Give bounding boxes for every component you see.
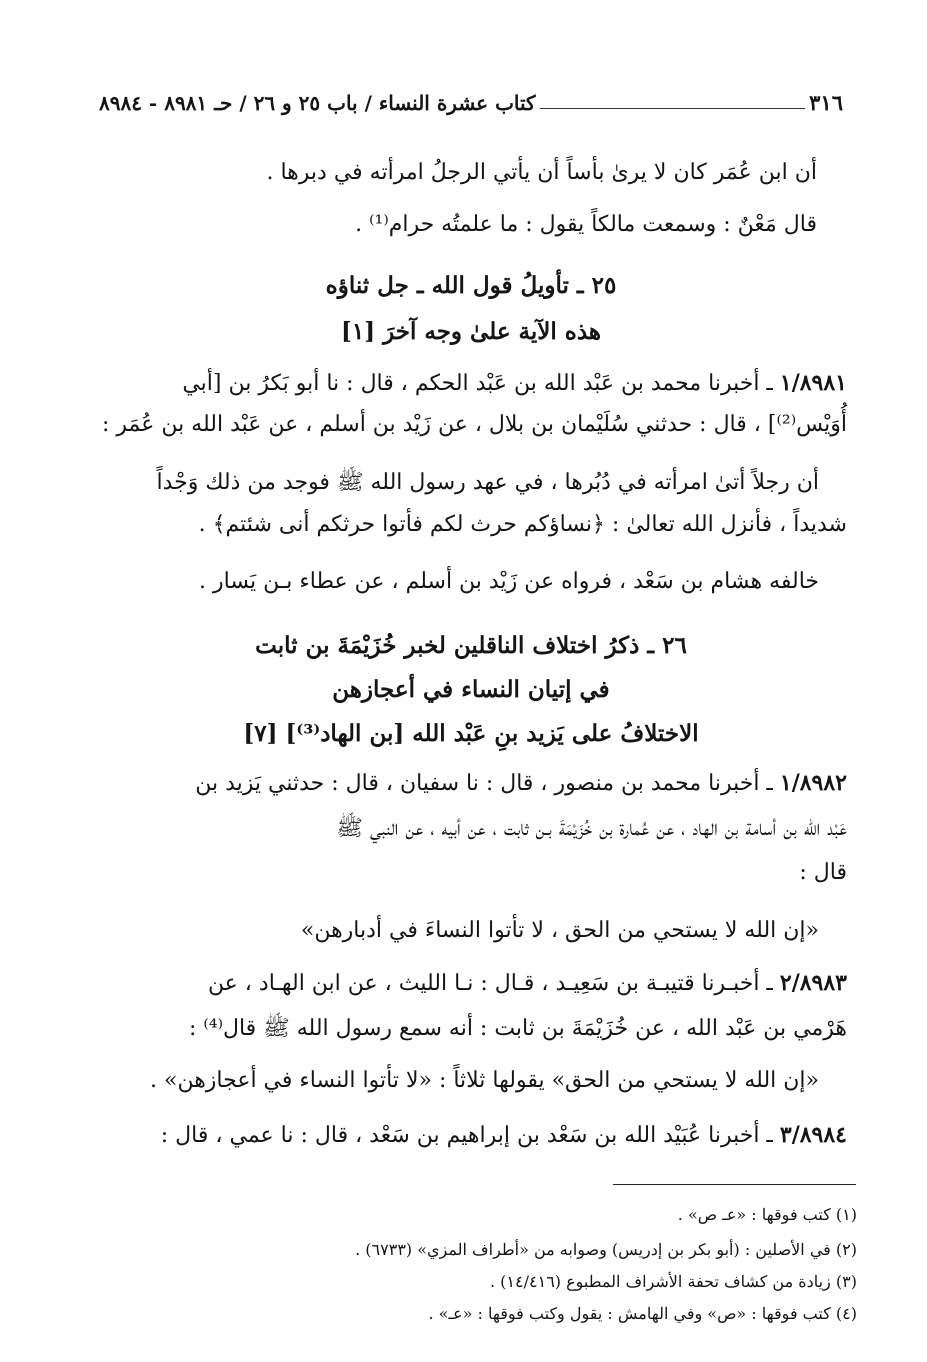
footnote-1: (١) كتب فوقها : «عـ ص» . [677, 1205, 857, 1224]
footnote-4: (٤) كتب فوقها : «ص» وفي الهامش : يقول وكتب فوقها : «عـ» . [428, 1304, 857, 1323]
text-line: عَبْد الله بن أسامة بن الهاد ، عن عُمارة بن خُزَيْمَةَ بـن ثابت ، عن أبيه ، عن النبي ﷺ [336, 816, 847, 841]
hadith-number: ١/٨٩٨٢ [779, 770, 847, 796]
text-line: شديداً ، فأنزل الله تعالىٰ : ﴿نساؤكم حرث لكم فأتوا حرثكم أنى شئتم﴾ . [198, 512, 847, 537]
hadith-number: ٣/٨٩٨٤ [779, 1122, 847, 1148]
text-line: «إن الله لا يستحي من الحق ، لا تأتوا النساءَ في أدبارهن» [300, 918, 819, 943]
text-line: قال : [799, 860, 847, 885]
text-line: أُوَيْس⁽²⁾] ، قال : حدثني سُلَيْمان بن بلال ، عن زَيْد بن أسلم ، عن عَبْد الله بن عُمَر : [101, 412, 847, 437]
text-line: هَرْمي بن عَبْد الله ، عن خُزَيْمَةَ بن ثابت : أنه سمع رسول الله ﷺ قال⁽⁴⁾ : [188, 1016, 847, 1041]
text-line: «إن الله لا يستحي من الحق» يقولها ثلاثاً : «لا تأتوا النساء في أعجازهن» . [150, 1068, 819, 1093]
hadith-text: ـ أخبـرنا قتيبـة بن سَعِيـد ، قـال : نـا الليث ، عن ابن الهـاد ، عن [207, 971, 780, 996]
hadith-8982-line1 [195, 766, 847, 801]
text-line: قال مَعْنٌ : وسمعت مالكاً يقول : ما علمتُه حرام⁽¹⁾ . [355, 212, 817, 237]
hadith-number: ١/٨٩٨١ [779, 370, 847, 396]
text-line: أن رجلاً أتىٰ امرأته في دُبُرها ، في عهد رسول الله ﷺ فوجد من ذلك وَجْداً [156, 470, 819, 495]
hadith-text: ـ أخبرنا محمد بن منصور ، قال : نا سفيان ، قال : حدثني يَزيد بن [195, 771, 780, 796]
page-number: ٣١٦ [805, 86, 847, 120]
hadith-text: ـ أخبرنا محمد بن عَبْد الله بن عَبْد الحكم ، قال : نا أبو بَكرُ بن [أبي [182, 371, 780, 396]
footnote-2: (٢) في الأصلين : (أبو بكر بن إدريس) وصوابه من «أطراف المزي» (٦٧٣٣) . [355, 1240, 857, 1259]
section-subheading-26b: الاختلافُ على يَزيد بنِ عَبْد الله [بن الهاد⁽³⁾] [٧] [243, 720, 699, 747]
hadith-8984-line1 [161, 1118, 847, 1153]
text-line: أن ابن عُمَر كان لا يرىٰ بأساً أن يأتي الرجلُ امرأته في دبرها . [266, 160, 817, 185]
hadith-number: ٢/٨٩٨٣ [779, 970, 847, 996]
section-heading-25: ٢٥ ـ تأويلُ قول الله ـ جل ثناؤه [325, 272, 617, 299]
section-heading-26: ٢٦ ـ ذكرُ اختلاف الناقلين لخبر خُزَيْمَةَ بن ثابت [255, 632, 687, 659]
running-title: كتاب عشرة النساء / باب ٢٥ و ٢٦ / حـ ٨٩٨١ - ٨٩٨٤ [95, 86, 540, 120]
section-subheading-26: في إتيان النساء في أعجازهن [332, 676, 610, 703]
section-subheading-25: هذه الآية علىٰ وجه آخرَ [١] [340, 318, 602, 345]
page-header [95, 86, 847, 120]
footnote-separator [613, 1184, 856, 1185]
hadith-8981-line1 [182, 366, 847, 401]
hadith-text: ـ أخبرنا عُبَيْد الله بن سَعْد بن إبراهيم بن سَعْد ، قال : نا عمي ، قال : [160, 1123, 780, 1148]
footnote-3: (٣) زيادة من كشاف تحفة الأشراف المطبوع (١٤/٤١٦) . [490, 1272, 857, 1291]
text-line: خالفه هشام بن سَعْد ، فرواه عن زَيْد بن أسلم ، عن عطاء بـن يَسار . [199, 569, 819, 594]
hadith-8983-line1 [208, 966, 847, 1001]
